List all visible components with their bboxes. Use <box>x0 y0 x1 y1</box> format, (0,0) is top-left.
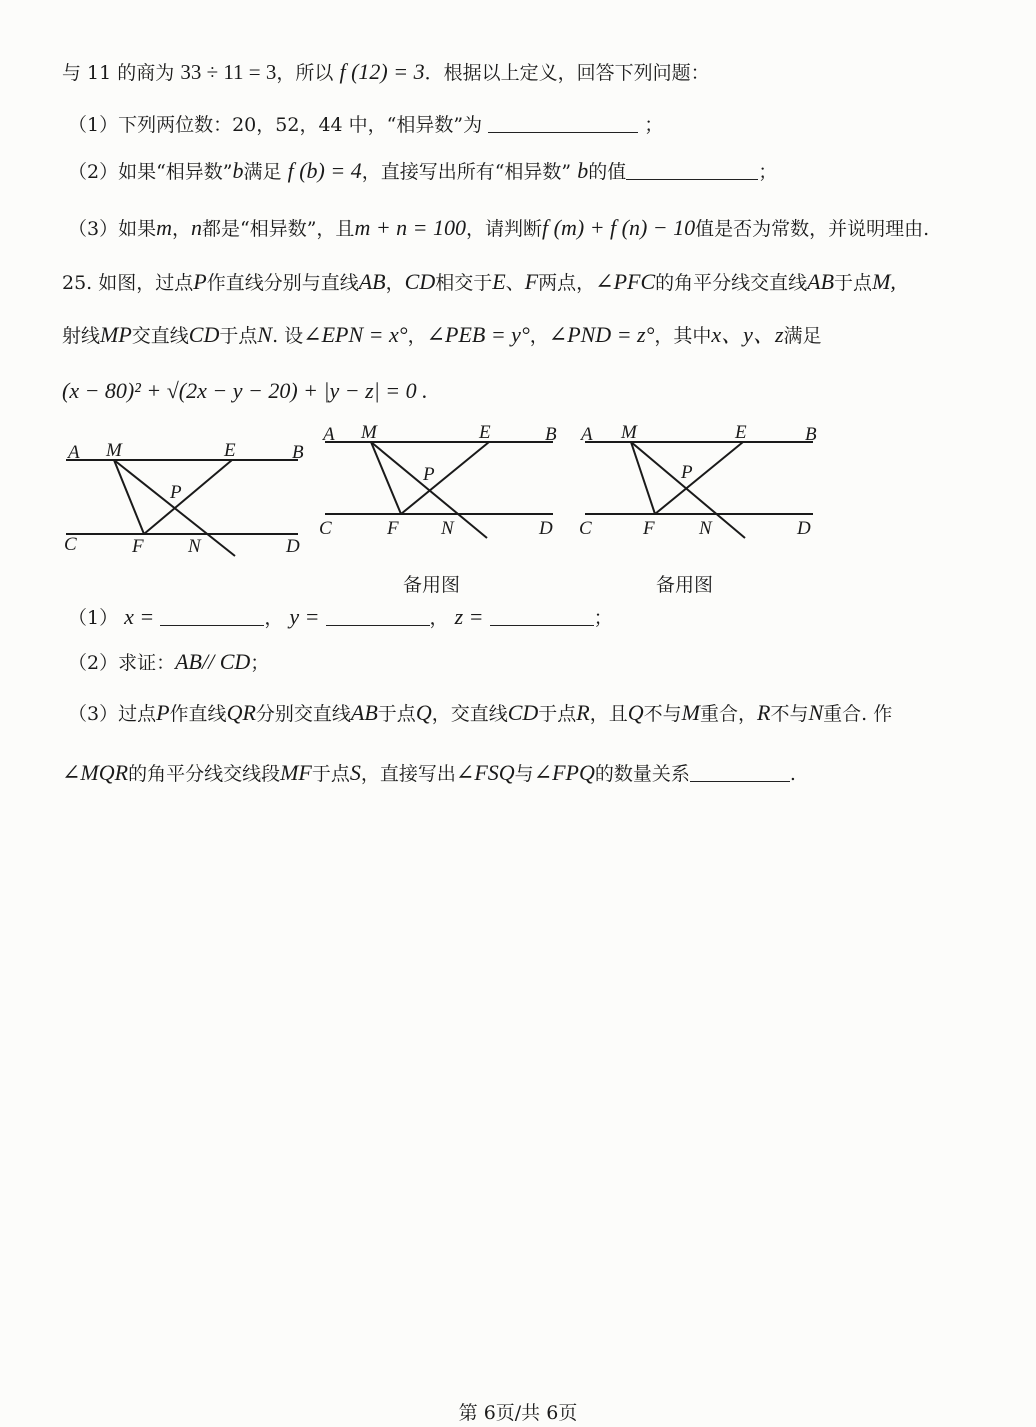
math-var: x、y、z <box>711 322 784 347</box>
punctuation: ， <box>385 272 405 294</box>
q25-part3-text: ，直接写出 <box>360 763 456 785</box>
math-var: Q <box>415 700 432 725</box>
punctuation: ； <box>250 652 270 674</box>
math-var: M, <box>872 269 896 294</box>
math-expr: ∠FSQ <box>455 760 515 785</box>
math-expr: ∠EPN = x° <box>303 322 408 347</box>
label-n: N <box>441 518 454 539</box>
spare-figure-2 <box>575 418 825 548</box>
q25-part3-text: 作直线 <box>169 703 227 725</box>
math-expr: ∠PFC <box>595 269 656 294</box>
q24-part2-text: 的值 <box>588 161 627 183</box>
math-expr: x = <box>124 604 155 629</box>
q25-part3-text: 重合， <box>700 703 758 725</box>
label-p: P <box>170 482 182 503</box>
math-var: CD <box>188 322 220 347</box>
math-var: QR <box>226 700 256 725</box>
punctuation: . <box>789 763 796 785</box>
math-var: m <box>156 215 172 240</box>
q25-part3-text: 不与 <box>643 703 682 725</box>
figure-caption: 备用图 <box>403 574 461 596</box>
label-e: E <box>735 422 747 443</box>
q25-part2-text: （2）求证： <box>68 652 176 674</box>
punctuation: 、 <box>505 272 525 294</box>
q25-part3-text: 不与 <box>770 703 809 725</box>
label-e: E <box>224 440 236 461</box>
label-c: C <box>64 534 77 555</box>
math-var: E <box>492 269 506 294</box>
q24-part2-text: （2）如果“相异数” <box>68 161 233 183</box>
intro-expr: f (12) = 3 <box>339 59 425 84</box>
label-a: A <box>68 442 80 463</box>
punctuation: ， <box>407 325 427 347</box>
q25-text: . 设 <box>272 325 304 347</box>
math-expr: f (b) = 4 <box>287 158 362 183</box>
q25-part2 <box>68 648 269 675</box>
q25-part3-text: 重合. 作 <box>823 703 893 725</box>
math-var: N <box>257 322 273 347</box>
math-var: Q <box>627 700 644 725</box>
intro-line <box>62 58 710 85</box>
math-var: N <box>808 700 824 725</box>
label-d: D <box>539 518 553 539</box>
intro-text: ．根据以上定义，回答下列问题： <box>424 62 710 84</box>
punctuation: ； <box>758 161 778 183</box>
page-footer: 第 6页/共 6页 <box>458 1402 578 1424</box>
math-expr: y = <box>289 604 320 629</box>
segment-ef <box>144 460 232 534</box>
math-var: F <box>524 269 539 294</box>
math-var: b <box>232 158 244 183</box>
math-expr: z = <box>454 604 484 629</box>
figure-caption: 备用图 <box>656 574 714 596</box>
q24-part1 <box>68 110 663 137</box>
intro-expr: 33 ÷ 11 = 3 <box>180 60 277 84</box>
label-a: A <box>323 424 335 445</box>
segment-ef <box>655 442 743 514</box>
answer-blank[interactable] <box>690 763 790 782</box>
q25-text: 作直线分别与直线 <box>206 272 359 294</box>
part-number: （1） <box>68 607 119 629</box>
q25-part3-text: 于点 <box>377 703 416 725</box>
math-var: MP <box>100 322 132 347</box>
q25-condition <box>62 378 428 404</box>
intro-text: ，所以 <box>276 62 334 84</box>
punctuation: ， <box>529 325 549 347</box>
label-f: F <box>387 518 399 539</box>
q24-part3-text: ，请判断 <box>466 218 543 240</box>
label-p: P <box>681 462 693 483</box>
q25-part3-line1 <box>68 699 892 726</box>
q25-stem-line1 <box>62 268 896 295</box>
label-c: C <box>319 518 332 539</box>
q25-text: 交直线 <box>131 325 189 347</box>
label-b: B <box>545 424 557 445</box>
q25-text: ，其中 <box>654 325 712 347</box>
math-var: P <box>193 269 207 294</box>
q24-part1-text: （1）下列两位数：20，52，44 中，“相异数”为 <box>68 114 483 136</box>
label-d: D <box>286 536 300 557</box>
q24-part3 <box>68 214 929 241</box>
math-var: n <box>191 215 202 240</box>
answer-blank[interactable] <box>626 161 758 180</box>
q25-text: 于点 <box>219 325 258 347</box>
math-var: M <box>681 700 700 725</box>
label-m: M <box>106 440 122 461</box>
condition-equation: (x − 80)² + √(2x − y − 20) + |y − z| = 0 . <box>62 378 428 403</box>
label-e: E <box>479 422 491 443</box>
q25-text: 25. 如图，过点 <box>62 272 194 294</box>
q25-text: 射线 <box>62 325 101 347</box>
q25-part3-text: ，交直线 <box>431 703 508 725</box>
q25-part3-line2 <box>62 759 796 786</box>
math-var: MF <box>280 760 312 785</box>
label-n: N <box>188 536 201 557</box>
q25-part3-text: 与 <box>514 763 534 785</box>
q24-part2-text: ，直接写出所有“相异数” <box>361 161 572 183</box>
q25-part3-text: ，且 <box>589 703 628 725</box>
main-figure <box>60 432 320 564</box>
math-var: R <box>757 700 771 725</box>
label-a: A <box>581 424 593 445</box>
math-var: P <box>156 700 170 725</box>
q25-part3-text: 于点 <box>538 703 577 725</box>
q25-text: 两点， <box>538 272 596 294</box>
label-p: P <box>423 464 435 485</box>
label-c: C <box>579 518 592 539</box>
punctuation: ； <box>644 114 664 136</box>
math-expr: f (m) + f (n) − 10 <box>542 215 696 240</box>
label-b: B <box>805 424 817 445</box>
label-f: F <box>132 536 144 557</box>
q24-part3-text: 值是否为常数，并说明理由. <box>695 218 930 240</box>
label-n: N <box>699 518 712 539</box>
q25-part1 <box>68 603 613 630</box>
math-var: AB <box>350 700 378 725</box>
math-expr: ∠MQR <box>62 760 129 785</box>
answer-blank[interactable] <box>160 607 264 626</box>
math-expr: ∠PND = z° <box>548 322 655 347</box>
math-var: CD <box>404 269 436 294</box>
q24-part2-text: 满足 <box>243 161 282 183</box>
q25-part3-text: 的角平分线交线段 <box>128 763 281 785</box>
label-f: F <box>643 518 655 539</box>
q24-part3-text: 都是“相异数”，且 <box>202 218 355 240</box>
math-expr: AB// CD <box>175 649 251 674</box>
q24-part3-text: （3）如果 <box>68 218 157 240</box>
punctuation: ； <box>593 607 613 629</box>
intro-text: 与 11 的商为 <box>62 62 175 84</box>
punctuation: ， <box>429 607 449 629</box>
math-var: S <box>349 760 361 785</box>
label-m: M <box>361 422 377 443</box>
q25-part3-text: （3）过点 <box>68 703 157 725</box>
answer-blank[interactable] <box>488 114 638 133</box>
answer-blank[interactable] <box>490 607 594 626</box>
punctuation: ， <box>171 218 191 240</box>
answer-blank[interactable] <box>326 607 430 626</box>
q25-text: 于点 <box>834 272 873 294</box>
math-var: AB <box>807 269 835 294</box>
math-var: AB <box>358 269 386 294</box>
spare-figure-1 <box>315 418 565 548</box>
q25-text: 的角平分线交直线 <box>655 272 808 294</box>
segment-mf <box>371 442 401 514</box>
q25-stem-line2 <box>62 318 822 349</box>
punctuation: ， <box>264 607 284 629</box>
label-d: D <box>797 518 811 539</box>
label-m: M <box>621 422 637 443</box>
q25-part3-text: 分别交直线 <box>255 703 351 725</box>
q25-text: 相交于 <box>435 272 493 294</box>
label-b: B <box>292 442 304 463</box>
math-expr: ∠PEB = y° <box>426 322 530 347</box>
q25-part3-text: 的数量关系 <box>594 763 690 785</box>
math-expr: m + n = 100 <box>354 215 467 240</box>
q25-part3-text: 于点 <box>311 763 350 785</box>
math-var: CD <box>507 700 539 725</box>
q25-text: 满足 <box>783 325 822 347</box>
math-expr: ∠FPQ <box>533 760 595 785</box>
q24-part2 <box>68 157 777 184</box>
math-var: b <box>577 158 589 183</box>
math-var: R <box>576 700 590 725</box>
